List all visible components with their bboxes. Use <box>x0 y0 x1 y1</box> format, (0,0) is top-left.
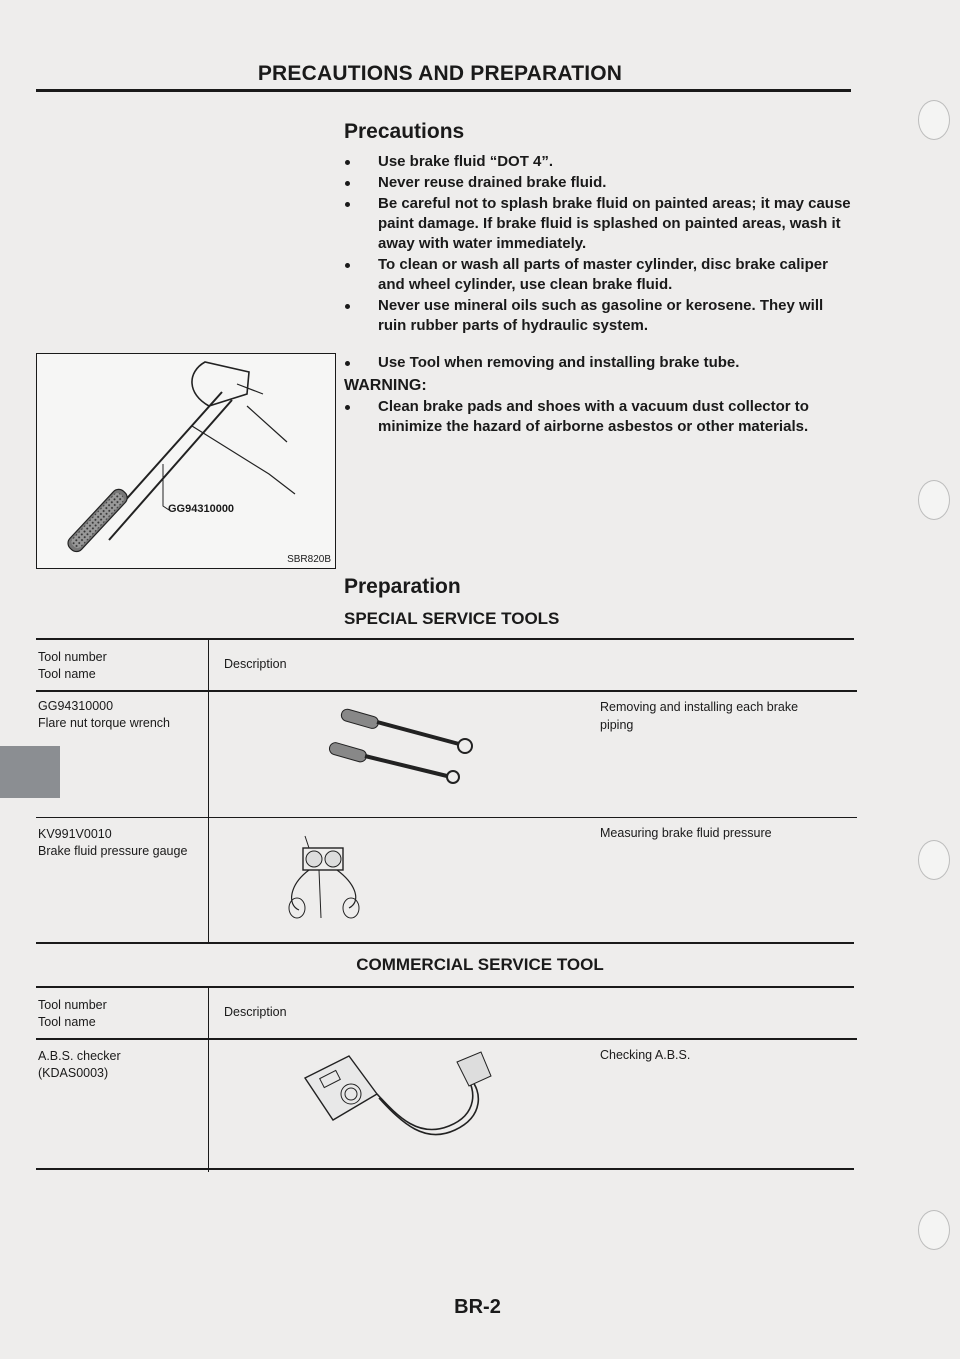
table-row: KV991V0010 Brake fluid pressure gauge Measuring brake fluid pressure <box>36 818 857 943</box>
list-item: Clean brake pads and shoes with a vacuum dust collector to minimize the hazard of airborne asbestos or other materials. <box>344 397 854 437</box>
special-tools-table <box>36 640 857 942</box>
figure-tool-label: GG94310000 <box>168 503 235 515</box>
special-tool-description: Measuring brake fluid pressure <box>600 826 772 840</box>
col1-header: Tool number Tool name <box>36 640 209 691</box>
figure-code: SBR820B <box>287 554 331 565</box>
table-header-row <box>36 640 857 691</box>
page-title: PRECAUTIONS AND PREPARATION <box>257 62 623 85</box>
binder-hole <box>918 100 950 140</box>
title-rule <box>36 89 851 92</box>
table-bottom-rule <box>36 942 854 944</box>
preparation-heading: Preparation <box>344 575 461 598</box>
commercial-tool-heading: COMMERCIAL SERVICE TOOL <box>356 955 604 974</box>
list-item: Be careful not to splash brake fluid on painted areas; it may cause paint damage. If brake fluid is splashed on painted areas, wash it away with water immediately. <box>344 194 854 254</box>
list-item: Use brake fluid “DOT 4”. <box>344 152 854 172</box>
pressure-gauge-icon <box>269 830 379 925</box>
col2-header: Description <box>209 988 858 1039</box>
table-header-row <box>36 988 857 1039</box>
commercial-tools-table <box>36 988 857 1172</box>
binder-hole <box>918 840 950 880</box>
tool-use-list <box>344 353 854 374</box>
list-item: To clean or wash all parts of master cylinder, disc brake caliper and wheel cylinder, use clean brake fluid. <box>344 255 854 295</box>
warning-label: WARNING: <box>344 377 427 394</box>
table-bottom-rule <box>36 1168 854 1170</box>
col1-header: Tool number Tool name <box>36 988 209 1039</box>
page-number: BR-2 <box>454 1296 501 1318</box>
binder-hole <box>918 480 950 520</box>
abs-checker-icon <box>299 1048 519 1148</box>
figure-torque-wrench <box>36 353 336 569</box>
special-tool-description: Removing and installing each brake piping <box>600 700 799 732</box>
table-row: A.B.S. checker (KDAS0003) Checking A.B.S. <box>36 1039 857 1172</box>
precautions-heading: Precautions <box>344 120 465 143</box>
precautions-list <box>344 152 854 337</box>
list-item: Never reuse drained brake fluid. <box>344 173 854 193</box>
torque-wrench-illustration <box>37 354 335 568</box>
warning-list <box>344 397 854 438</box>
col2-header: Description <box>209 640 858 691</box>
list-item: Never use mineral oils such as gasoline or kerosene. They will ruin rubber parts of hydraulic system. <box>344 296 854 336</box>
flare-nut-wrench-icon <box>327 704 497 784</box>
list-item: Use Tool when removing and installing brake tube. <box>344 353 854 373</box>
table-row: GG94310000 Flare nut torque wrench Removing and installing each brake piping <box>36 691 857 818</box>
commercial-tool-description: Checking A.B.S. <box>600 1048 691 1062</box>
special-tools-heading: SPECIAL SERVICE TOOLS <box>344 609 560 628</box>
binder-hole <box>918 1210 950 1250</box>
